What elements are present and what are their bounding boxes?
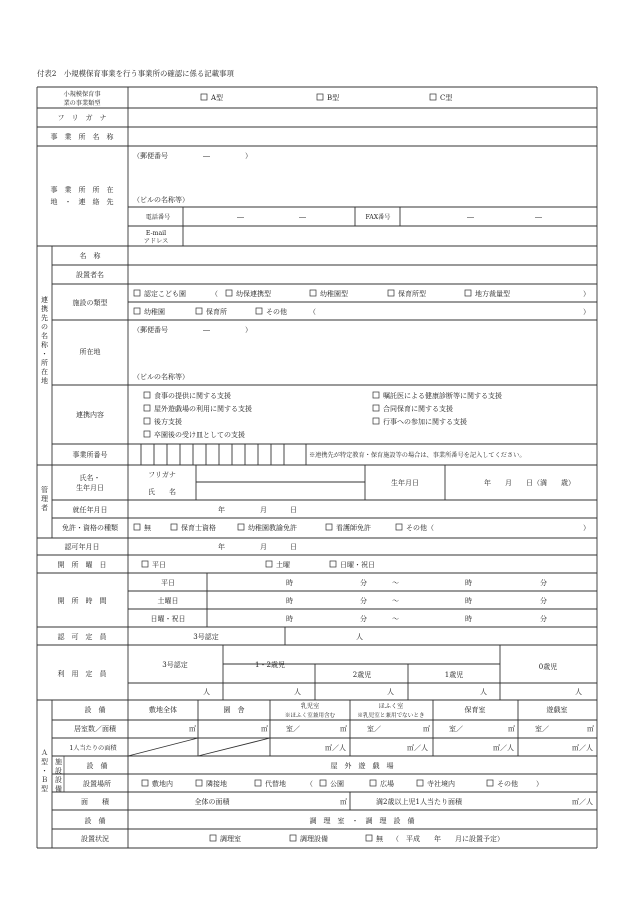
capacity-label: 認 可 定 員 (57, 633, 107, 641)
fac-alt-cb-temple[interactable] (417, 780, 423, 786)
hours-day: 日曜・祝日 (150, 615, 186, 623)
open-day-cb-sunday[interactable] (330, 561, 336, 567)
manager-vlabel-2: 者 (41, 504, 48, 512)
coop-joint: 合同保育に関する支援 (383, 405, 453, 413)
office-address-label-1: 事 業 所 所 在 (50, 186, 114, 194)
fac-inner-2: 設 (55, 776, 62, 784)
fac-loc-cb-onsite[interactable] (142, 780, 148, 786)
fac-room-unit: 室／ (535, 725, 549, 733)
hours-to-m: 分 (540, 597, 547, 605)
hours-to-h: 時 (465, 615, 472, 623)
facility-hoikusho: 保育所 (206, 308, 227, 316)
license-hoikushi: 保育士資格 (181, 524, 216, 532)
facility-cb-other[interactable] (256, 308, 262, 314)
hours-sep: ～ (392, 579, 399, 587)
facility-row1-close: ） (583, 290, 590, 298)
office-building: （ビルの名称等） (133, 196, 189, 204)
license-cb-nurse[interactable] (326, 524, 332, 530)
facility-row2-open: （ (309, 308, 316, 316)
usage-label: 利 用 定 員 (57, 670, 107, 678)
manager-name-label-1: 氏名・ (79, 474, 101, 482)
appointment-label: 就任年月日 (72, 506, 108, 514)
office-address-label-2: 地 ・ 連 絡 先 (50, 198, 114, 206)
facility-youchien-gata: 幼稚園型 (320, 290, 348, 298)
license-cb-kyoyu[interactable] (238, 524, 244, 530)
manager-fullname-label: 氏 名 (148, 488, 176, 496)
partner-vlabel-6: ・ (41, 350, 48, 358)
partner-vlabel-7: 所 (41, 359, 48, 367)
fac-per-person-unit: ㎡／人 (407, 744, 428, 752)
usage-unit: 人 (203, 688, 210, 696)
fac-over2-unit: ㎡／人 (572, 798, 593, 806)
fac-total-unit: ㎡ (340, 798, 347, 806)
facilities-inner-label (55, 757, 62, 793)
facility-cb-chihou[interactable] (465, 290, 471, 296)
hours-to-h: 時 (465, 579, 472, 587)
hours-sep: ～ (392, 597, 399, 605)
fac-loc-cb-alternative[interactable] (255, 780, 261, 786)
fac-col-site: 敷地全体 (149, 706, 177, 714)
furigana-label: フ リ ガ ナ (57, 114, 107, 122)
license-cb-none[interactable] (134, 524, 140, 530)
fac-outer-4: 型 (41, 785, 48, 793)
usage-age0: 0歳児 (538, 663, 558, 671)
fac-status-label: 設置状況 (81, 835, 109, 843)
coop-cb-meal[interactable] (144, 392, 150, 398)
partner-vlabel-4: 名 (41, 332, 48, 340)
coop-event: 行事への参加に関する支援 (383, 418, 467, 426)
fac-area-unit: ㎡ (189, 725, 196, 733)
fac-area-unit: ㎡ (423, 725, 430, 733)
hours-day: 平日 (161, 579, 175, 587)
partner-building: （ビルの名称等） (133, 373, 189, 381)
kitchen-none: 無 (376, 835, 383, 843)
facility-row2-close: ） (583, 308, 590, 316)
fac-outer-2: ・ (41, 767, 48, 775)
coop-meal: 食事の提供に関する支援 (154, 392, 231, 400)
license-other: その他（ (406, 524, 434, 532)
hours-from-m: 分 (360, 615, 367, 623)
hours-from-h: 時 (286, 597, 293, 605)
form-grid (37, 87, 597, 848)
hours-from-m: 分 (360, 579, 367, 587)
partner-name-label: 名 称 (79, 252, 101, 260)
hours-sep: ～ (392, 615, 399, 623)
usage-unit: 人 (575, 688, 582, 696)
fac-outdoor-label: 屋 外 遊 戯 場 (330, 762, 394, 770)
partner-vlabel-8: 在 (41, 368, 48, 376)
kitchen-cb-equipment[interactable] (290, 835, 296, 841)
open-day-cb-weekday[interactable] (142, 561, 148, 567)
kitchen-room: 調理室 (220, 835, 241, 843)
open-hours-label: 開 所 時 間 (57, 597, 107, 605)
fac-room-unit: 室／ (449, 725, 463, 733)
kitchen-none-note: （ 平成 年 月に設置予定） (392, 835, 504, 843)
license-nurse: 看護師免許 (336, 524, 371, 532)
coop-cb-graduate[interactable] (144, 431, 150, 437)
coop-cb-backup[interactable] (144, 418, 150, 424)
coop-cb-joint[interactable] (373, 405, 379, 411)
form-title: 付表2 小規模保育事業を行う事業所の確認に係る記載事項 (37, 69, 234, 78)
facility-cb-yoho[interactable] (226, 290, 232, 296)
fac-col-building: 園 舎 (223, 706, 245, 714)
fac-loc-alternative: 代替地 (265, 780, 286, 788)
facility-kodomoen: 認定こども園 (144, 290, 186, 298)
fac-loc-cb-adjacent[interactable] (196, 780, 202, 786)
tel-dash-1: ― (237, 213, 244, 221)
coop-cb-outdoor[interactable] (144, 405, 150, 411)
fac-equip-label-2: 設 備 (86, 762, 108, 770)
fax-dash-1: ― (467, 213, 474, 221)
type-label-1: 小規模保育事 (63, 91, 101, 98)
hours-day: 土曜日 (157, 597, 179, 605)
capacity-unit: 人 (356, 633, 363, 641)
partner-office-number-label: 事業所番号 (72, 451, 108, 459)
fac-loc-adjacent: 隣接地 (206, 780, 227, 788)
facility-cb-youchien[interactable] (134, 308, 140, 314)
partner-vlabel-2: 先 (41, 314, 48, 322)
fac-col-crawl-1: ほふく室 (378, 703, 404, 710)
fac-alt-temple: 寺社境内 (427, 780, 455, 788)
fac-over2-label: 満2歳以上児1人当たり面積 (376, 798, 462, 806)
partner-vlabel-3: の (41, 323, 48, 331)
facility-cb-kodomoen[interactable] (134, 290, 140, 296)
type-c-label: C型 (440, 94, 453, 102)
partner-office-number-note: ※連携先が特定教育・保育施設等の場合は、事業所番号を記入してください。 (309, 452, 526, 459)
facility-row1-open: （ (211, 290, 218, 298)
license-cb-hoikushi[interactable] (171, 524, 177, 530)
fac-area-label: 居室数／面積 (74, 725, 116, 733)
fac-per-person-unit: ㎡／人 (325, 744, 346, 752)
type-b-checkbox[interactable] (317, 94, 323, 100)
fac-size-label: 面 積 (81, 798, 109, 806)
usage-unit: 人 (480, 688, 487, 696)
type-b-label: B型 (327, 94, 340, 102)
usage-unit: 人 (387, 688, 394, 696)
fax-label: FAX番号 (365, 214, 391, 221)
fac-col-infant-1: 乳児室 (300, 703, 320, 710)
open-day-saturday: 土曜 (276, 561, 290, 569)
kitchen-cb-none[interactable] (366, 835, 372, 841)
license-close: ） (583, 524, 590, 532)
fax-dash-2: ― (535, 213, 542, 221)
fac-per-person-unit: ㎡／人 (572, 744, 593, 752)
capacity-category: 3号認定 (193, 633, 219, 641)
open-hours-row-weekday (161, 578, 547, 587)
manager-furigana-label: フリガナ (148, 471, 176, 479)
cooperation-label: 連携内容 (76, 411, 104, 419)
manager-vlabel-0: 管 (41, 486, 48, 494)
facility-type-label: 施設の類型 (72, 299, 108, 307)
fac-per-person-label: 1人当たりの面積 (69, 745, 117, 752)
coop-backup: 後方支援 (154, 418, 182, 426)
usage-age1: 1歳児 (444, 671, 464, 679)
manager-name-label-2: 生年月日 (76, 484, 104, 492)
fac-col-nursery: 保育室 (464, 706, 486, 714)
coop-graduate: 卒園後の受け皿としての支援 (154, 431, 245, 439)
facility-hoikusho-gata: 保育所型 (398, 290, 426, 298)
fac-area-unit: ㎡ (587, 725, 594, 733)
type-c-checkbox[interactable] (430, 94, 436, 100)
fac-area-unit: ㎡ (340, 725, 347, 733)
facility-youchien: 幼稚園 (144, 308, 165, 316)
partner-vlabel-1: 携 (41, 305, 48, 313)
partner-vertical-label (41, 295, 49, 385)
coop-outdoor: 屋外遊戯場の利用に関する支援 (154, 405, 252, 413)
partner-vlabel-5: 称 (41, 341, 48, 349)
fac-alt-cb-park[interactable] (320, 780, 326, 786)
fac-alt-open: （ (306, 780, 313, 788)
coop-cb-event[interactable] (373, 418, 379, 424)
fac-alt-cb-other[interactable] (487, 780, 493, 786)
coop-doctor: 嘱託医による健康診断等に関する支援 (383, 392, 502, 400)
license-cb-other[interactable] (396, 524, 402, 530)
open-hours-row-sunday (151, 614, 548, 623)
open-day-weekday: 平日 (152, 561, 166, 569)
appointment-day: 日 (290, 506, 297, 514)
manager-birth-label: 生年月日 (391, 479, 419, 487)
hours-from-h: 時 (286, 615, 293, 623)
license-label: 免許・資格の種類 (62, 524, 118, 532)
partner-founder-label: 設置者名 (76, 271, 104, 279)
fac-outer-0: Ａ (41, 749, 48, 757)
email-label-1: E-mail (145, 230, 167, 237)
license-none: 無 (144, 524, 151, 532)
partner-location-label: 所在地 (79, 348, 101, 356)
fac-kitchen-label: 調 理 室 ・ 調 理 設 備 (309, 817, 415, 825)
fac-equip-label: 設 備 (84, 706, 106, 714)
tel-label: 電話番号 (145, 214, 171, 221)
fac-area-unit: ㎡ (261, 725, 268, 733)
facility-cb-hoikusho-gata[interactable] (388, 290, 394, 296)
office-name-label: 事 業 所 名 称 (50, 133, 114, 141)
approval-month: 月 (260, 543, 267, 551)
usage-category: 3号認定 (162, 661, 188, 669)
fac-room-unit: 室／ (286, 725, 300, 733)
manager-vlabel-1: 理 (41, 495, 48, 503)
hours-to-m: 分 (540, 579, 547, 587)
open-day-sunday: 日曜・祝日 (340, 561, 375, 569)
fac-room-unit: 室／ (367, 725, 381, 733)
fac-inner-0: 施 (55, 758, 62, 766)
open-hours-row-saturday (158, 596, 548, 605)
coop-cb-doctor[interactable] (373, 392, 379, 398)
appointment-month: 月 (260, 506, 267, 514)
facility-cb-youchien-gata[interactable] (310, 290, 316, 296)
kitchen-cb-room[interactable] (210, 835, 216, 841)
fac-alt-cb-square[interactable] (370, 780, 376, 786)
fac-loc-onsite: 敷地内 (152, 780, 173, 788)
fac-alt-other: その他 (497, 780, 518, 788)
license-kyoyu: 幼稚園教諭免許 (248, 524, 297, 532)
type-a-checkbox[interactable] (201, 94, 207, 100)
approval-day: 日 (290, 543, 297, 551)
hours-to-m: 分 (540, 615, 547, 623)
fac-outer-3: Ｂ (41, 776, 48, 784)
fac-location-label: 設置場所 (83, 780, 111, 788)
facility-cb-hoikusho[interactable] (196, 308, 202, 314)
facilities-outer-label (41, 749, 48, 793)
partner-postal: （郵便番号 ― ） (133, 326, 252, 334)
facility-chihou: 地方裁量型 (475, 290, 510, 298)
type-a-label: A型 (211, 94, 224, 102)
usage-age2: 2歳児 (352, 671, 372, 679)
hours-from-h: 時 (286, 579, 293, 587)
fac-outer-1: 型 (41, 758, 48, 766)
fac-total-area-label: 全体の面積 (194, 798, 230, 806)
facility-yoho: 幼保連携型 (236, 290, 271, 298)
facility-other: その他 (266, 308, 287, 316)
appointment-year: 年 (218, 506, 225, 514)
fac-per-person-unit: ㎡／人 (493, 744, 514, 752)
office-postal: （郵便番号 ― ） (133, 152, 252, 160)
fac-alt-park: 公園 (330, 780, 344, 788)
fac-col-infant-2: ※ほふく室兼用含む (284, 713, 336, 719)
tel-dash-2: ― (299, 213, 306, 221)
fac-equip-label-3: 設 備 (84, 817, 106, 825)
usage-age12: 1・2歳児 (255, 661, 285, 669)
approval-date-label: 認可年月日 (64, 543, 100, 551)
email-label-2: アドレス (143, 238, 169, 245)
kitchen-equipment: 調理設備 (300, 835, 328, 843)
fac-col-playroom: 遊戯室 (546, 706, 568, 714)
type-label-2: 業の事業類型 (63, 100, 101, 107)
partner-vlabel-0: 連 (41, 296, 48, 304)
fac-col-crawl-2: ※乳児室と兼用でないとき (357, 713, 425, 719)
partner-vlabel-9: 地 (41, 377, 48, 385)
open-days-label: 開 所 曜 日 (57, 561, 107, 569)
usage-unit: 人 (294, 688, 301, 696)
fac-inner-1: 設 (55, 767, 62, 775)
fac-area-unit: ㎡ (508, 725, 515, 733)
hours-to-h: 時 (465, 597, 472, 605)
fac-alt-close: ） (536, 780, 543, 788)
approval-year: 年 (218, 543, 225, 551)
open-day-cb-saturday[interactable] (266, 561, 272, 567)
manager-birth-format: 年 月 日（満 歳） (484, 479, 575, 487)
hours-from-m: 分 (360, 597, 367, 605)
fac-inner-3: 備 (55, 785, 62, 793)
fac-alt-square: 広場 (380, 780, 394, 788)
